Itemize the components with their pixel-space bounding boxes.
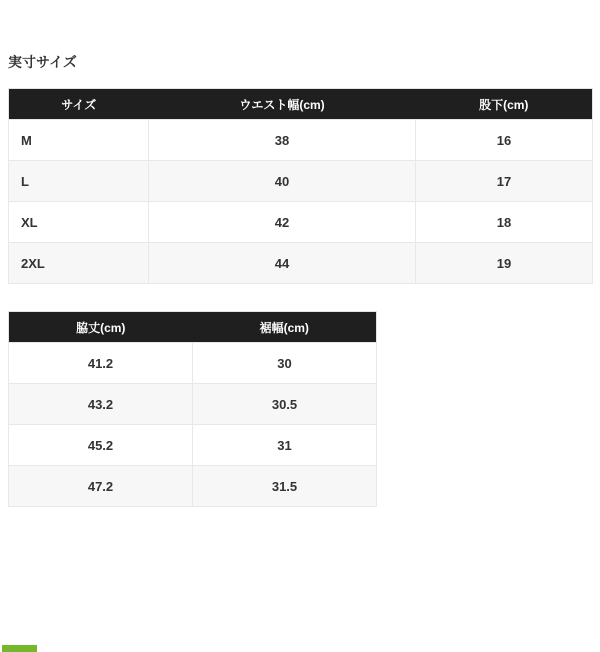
bottom-accent-bar	[2, 645, 37, 652]
size-cell: L	[9, 161, 149, 202]
col-header-size: サイズ	[9, 89, 149, 120]
size-table-header-row	[9, 89, 593, 120]
col-header-side-length: 脇丈(cm)	[9, 312, 193, 343]
size-table	[8, 88, 593, 284]
inseam-cell: 17	[416, 161, 593, 202]
inseam-cell: 18	[416, 202, 593, 243]
side-length-cell: 43.2	[9, 384, 193, 425]
hem-width-cell: 30	[193, 343, 377, 384]
col-header-hem-width: 裾幅(cm)	[193, 312, 377, 343]
hem-width-cell: 30.5	[193, 384, 377, 425]
table-row	[9, 384, 377, 425]
side-length-cell: 45.2	[9, 425, 193, 466]
side-length-cell: 41.2	[9, 343, 193, 384]
hem-width-cell: 31	[193, 425, 377, 466]
table-row	[9, 343, 377, 384]
side-length-cell: 47.2	[9, 466, 193, 507]
waist-cell: 40	[149, 161, 416, 202]
size-spec-section	[0, 52, 600, 507]
hem-width-cell: 31.5	[193, 466, 377, 507]
size-cell: 2XL	[9, 243, 149, 284]
col-header-waist: ウエスト幅(cm)	[149, 89, 416, 120]
inseam-cell: 19	[416, 243, 593, 284]
table-row	[9, 120, 593, 161]
size-cell: XL	[9, 202, 149, 243]
inseam-cell: 16	[416, 120, 593, 161]
table-row	[9, 466, 377, 507]
col-header-inseam: 股下(cm)	[416, 89, 593, 120]
table-row	[9, 425, 377, 466]
detail-table-header-row	[9, 312, 377, 343]
size-cell: M	[9, 120, 149, 161]
table-row	[9, 202, 593, 243]
detail-table	[8, 311, 377, 507]
table-row	[9, 161, 593, 202]
waist-cell: 38	[149, 120, 416, 161]
page-title: 実寸サイズ	[8, 54, 77, 70]
waist-cell: 42	[149, 202, 416, 243]
waist-cell: 44	[149, 243, 416, 284]
table-row	[9, 243, 593, 284]
